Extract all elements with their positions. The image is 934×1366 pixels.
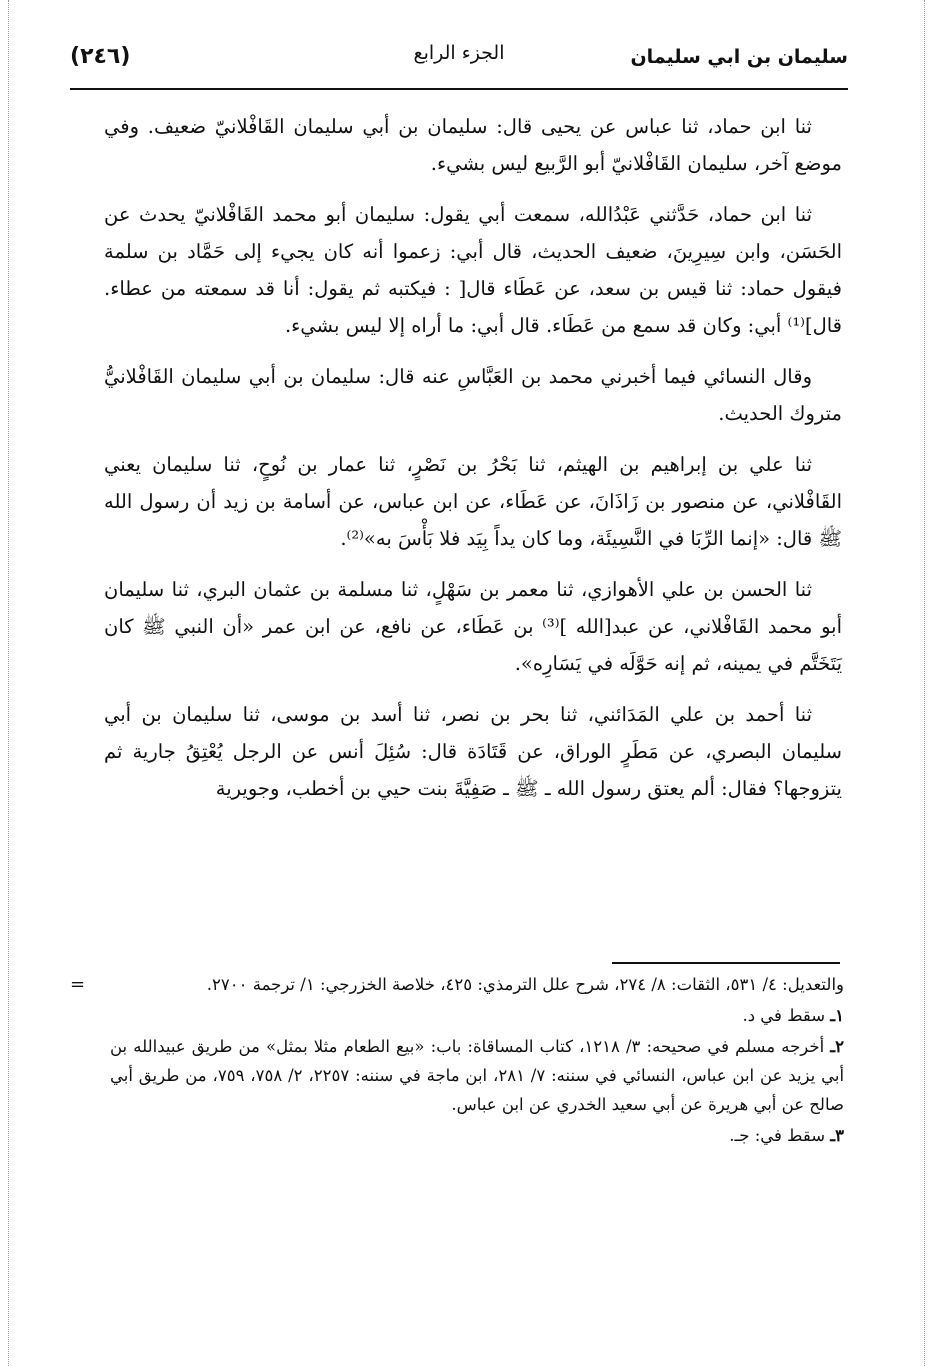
paragraph: ثنا الحسن بن علي الأهوازي، ثنا معمر بن سَهْلٍ، ثنا مسلمة بن عثمان البري، ثنا سليمان أبو محمد القَافْلاني، عن عبد[الله ]⁽³⁾ بن عَطَاء، عن نافع، عن ابن عمر «أن النبي ﷺ كان يَتَخَتَّم في يمينه، ثم إنه حَوَّلَه في يَسَارِه».: [104, 578, 842, 675]
footnote-text: أخرجه مسلم في صحيحه: ٣/ ١٢١٨، كتاب المساقاة: باب: «بيع الطعام مثلا بمثل» من طريق عبيدالله بن أبي يزيد عن ابن عباس، النسائي في سننه: ٧/ ٢٨١، ابن ماجة في سننه: ٢٢٥٧، ٢/ ٧٥٨، ٧٥٩، من طريق أبي صالح عن أبي هريرة عن أبي سعيد الخدري عن ابن عباس.: [110, 1037, 845, 1114]
paragraph: ثنا ابن حماد، ثنا عباس عن يحيى قال: سليمان بن أبي سليمان القَافْلانيّ ضعيف. وفي موضع آخر، سليمان القَافْلانيّ أبو الرَّبيع ليس بشيء.: [104, 115, 842, 175]
footnotes: [70, 970, 845, 1150]
footnote-number: ٣ـ: [830, 1126, 844, 1145]
footnote-item: [110, 1032, 844, 1119]
continuation-text: والتعديل: ٤/ ٥٣١، الثقات: ٨/ ٢٧٤، شرح علل الترمذي: ٤٢٥، خلاصة الخزرجي: ١/ ترجمة ٢٧٠٠.: [206, 975, 844, 994]
footnote-separator: [612, 962, 840, 964]
scan-edge-dots-left: [8, 0, 9, 1366]
paragraph: ثنا علي بن إبراهيم بن الهيثم، ثنا بَحْرُ بن نَصْرٍ، ثنا عمار بن نُوحٍ، ثنا سليمان يعني القَافْلاني، عن منصور بن زَاذَانَ، عن عَطَاء، عن ابن عباس، عن أسامة بن زيد أن رسول الله ﷺ قال: «إنما الرِّبَا في النَّسِيئَة، وما كان يداً بِيَد فلا بَأْسَ به»⁽²⁾.: [104, 453, 842, 550]
header-rule: [70, 88, 848, 90]
part-title: الجزء الرابع: [413, 42, 505, 64]
paragraph: ثنا ابن حماد، حَدَّثني عَبْدُالله، سمعت أبي يقول: سليمان أبو محمد القَافْلانيّ يحدث عن الحَسَن، وابن سِيرِينَ، ضعيف الحديث، قال أبي: زعموا أنه كان يجيء إلى حَمَّاد بن سلمة فيقول حماد: ثنا قيس بن سعد، عن عَطَاء قال[ : فيكتبه ثم يقول: أنا قد سمعته من عطاء. قال]⁽¹⁾ أبي: وكان قد سمع من عَطَاء. قال أبي: ما أراه إلا ليس بشيء.: [104, 203, 842, 337]
footnote-continuation: [70, 970, 844, 999]
paragraph: وقال النسائي فيما أخبرني محمد بن العَبَّاسِ عنه قال: سليمان بن أبي سليمان القَافْلانيُّ متروك الحديث.: [104, 365, 842, 425]
page-number: (٢٤٦): [70, 44, 131, 69]
paragraph: ثنا أحمد بن علي المَدَائني، ثنا بحر بن نصر، ثنا أسد بن موسى، ثنا سليمان بن أبي سليمان البصري، عن مَطَرٍ الوراق، عن قَتَادَة قال: سُئِلَ أنس عن الرجل يُعْتِقُ جارية ثم يتزوجها؟ فقال: ألم يعتق رسول الله ـ ﷺ ـ صَفِيَّةَ بنت حيي بن أخطب، وجويرية: [104, 703, 842, 800]
entry-title: سليمان بن ابي سليمان: [630, 46, 848, 68]
footnote-text: سقط في: جـ.: [729, 1126, 826, 1145]
footnote-number: ١ـ: [830, 1006, 844, 1025]
continuation-mark: =: [70, 974, 86, 995]
scan-edge-dots-right: [924, 0, 925, 1366]
main-text: [104, 108, 842, 821]
footnote-item: [110, 1001, 844, 1030]
footnote-item: [110, 1121, 844, 1150]
footnote-number: ٢ـ: [830, 1037, 844, 1056]
page-header: [70, 40, 848, 90]
footnote-text: سقط في د.: [742, 1006, 826, 1025]
